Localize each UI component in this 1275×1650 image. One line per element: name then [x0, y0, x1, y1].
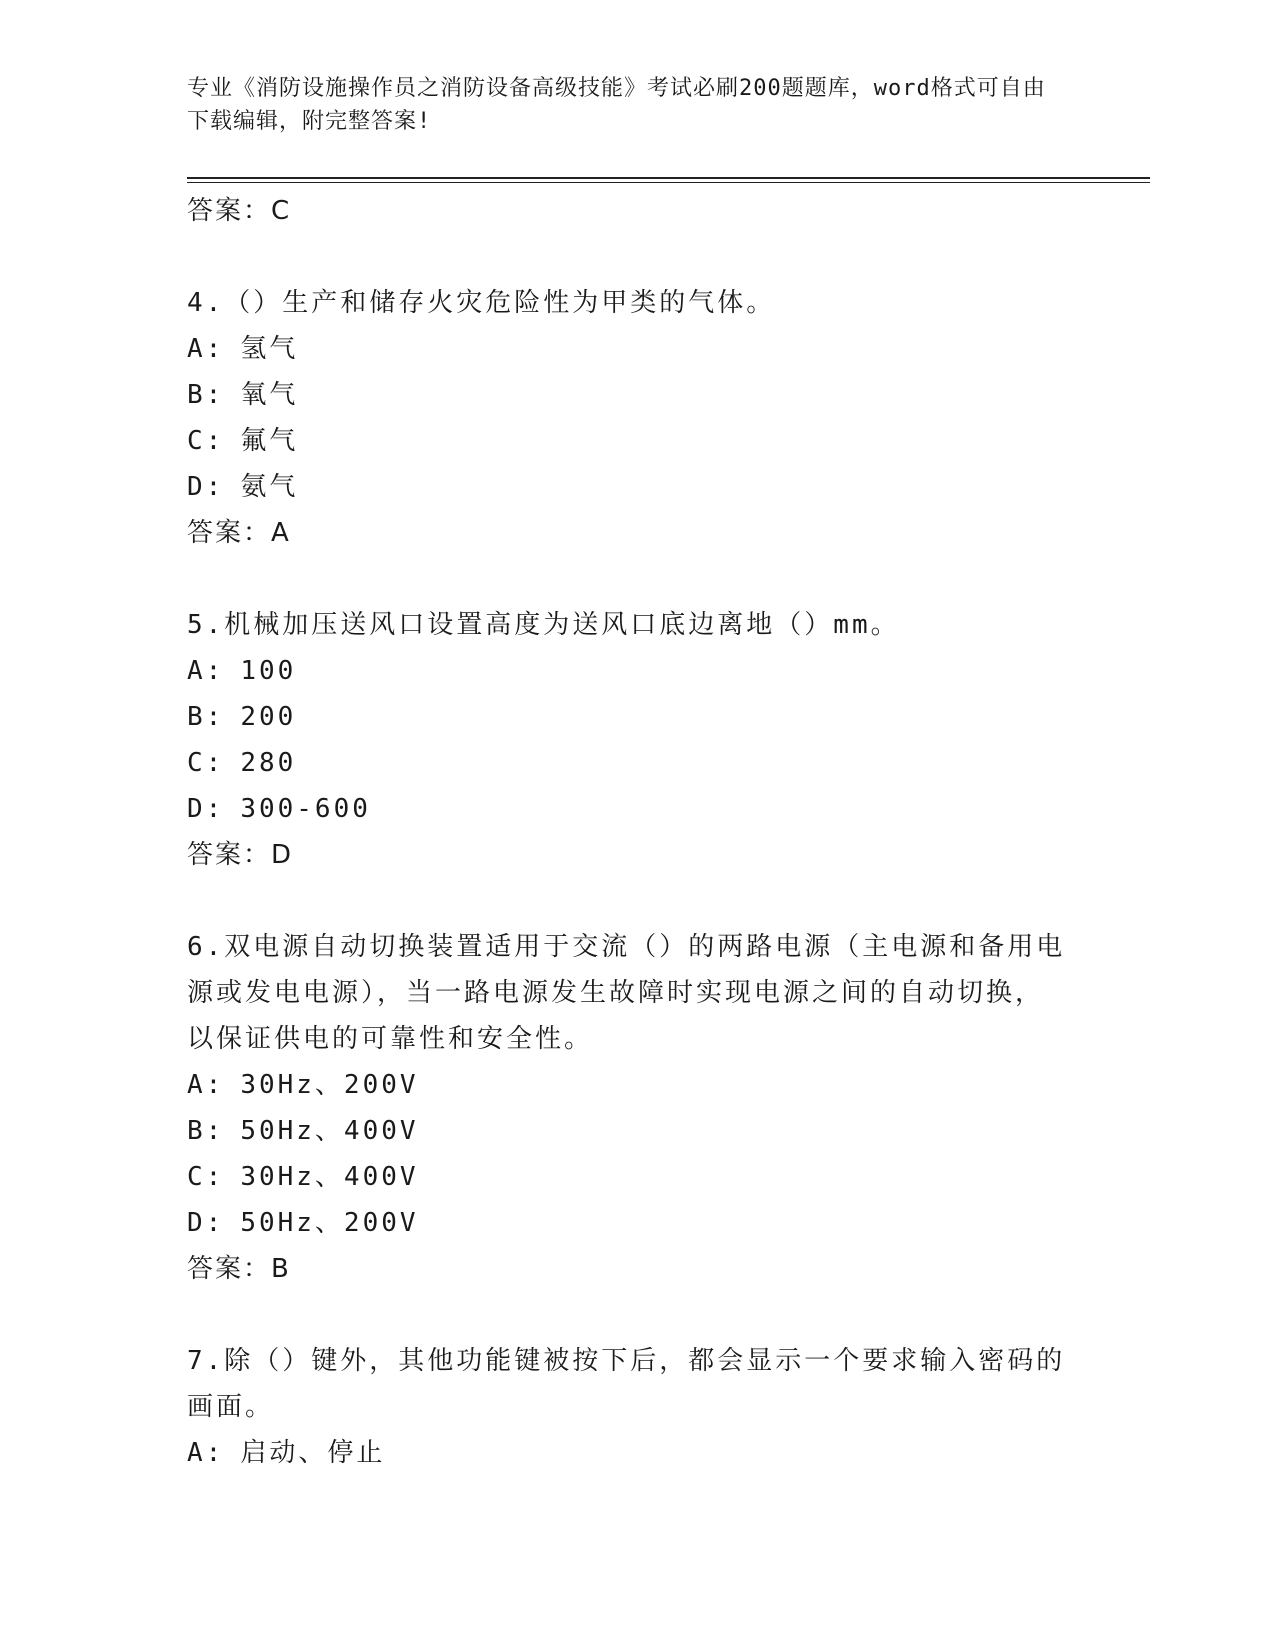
option-d — [187, 1200, 1067, 1246]
option-b — [187, 1108, 1067, 1154]
question-text: 6.双电源自动切换装置适用于交流（）的两路电源（主电源和备用电源或发电电源），当一路电源发生故障时实现电源之间的自动切换，以保证供电的可靠性和安全性。 — [187, 932, 1066, 1054]
question-text: 4.（）生产和储存火灾危险性为甲类的气体。 — [187, 288, 776, 318]
answer: 答案：A — [187, 518, 291, 548]
option-value: 氨气 — [240, 472, 299, 502]
question-list — [187, 188, 1067, 1476]
option-b — [187, 694, 1067, 740]
option-d — [187, 464, 1067, 510]
option-a — [187, 648, 1067, 694]
option-label: D: — [187, 794, 225, 824]
option-d — [187, 786, 1067, 832]
option-value: 300-600 — [240, 794, 371, 824]
option-a — [187, 326, 1067, 372]
question-text: 5.机械加压送风口设置高度为送风口底边离地（）mm。 — [187, 610, 900, 640]
option-label: B: — [187, 380, 225, 410]
document-header: 专业《消防设施操作员之消防设备高级技能》考试必刷200题题库，word格式可自由下载编辑，附完整答案! — [187, 76, 1046, 134]
option-label: B: — [187, 1116, 225, 1146]
header-divider-thick — [187, 177, 1150, 179]
option-label: C: — [187, 1162, 225, 1192]
option-label: D: — [187, 1208, 225, 1238]
option-value: 氟气 — [240, 426, 299, 456]
option-label: C: — [187, 748, 225, 778]
question-text: 7.除（）键外，其他功能键被按下后，都会显示一个要求输入密码的画面。 — [187, 1346, 1066, 1422]
answer: 答案：B — [187, 1254, 291, 1284]
question-6 — [187, 924, 1067, 1292]
option-label: B: — [187, 702, 225, 732]
option-label: A: — [187, 1438, 225, 1468]
answer: 答案：D — [187, 840, 294, 870]
option-value: 200 — [240, 702, 297, 732]
option-label: A: — [187, 1070, 225, 1100]
question-7 — [187, 1338, 1067, 1476]
option-b — [187, 372, 1067, 418]
option-c — [187, 1154, 1067, 1200]
option-value: 30Hz、400V — [240, 1162, 419, 1192]
previous-answer: 答案：C — [187, 196, 292, 226]
question-4 — [187, 280, 1067, 556]
option-value: 氢气 — [240, 334, 299, 364]
option-value: 氧气 — [240, 380, 299, 410]
option-label: D: — [187, 472, 225, 502]
option-a — [187, 1062, 1067, 1108]
option-value: 30Hz、200V — [240, 1070, 419, 1100]
option-value: 50Hz、200V — [240, 1208, 419, 1238]
option-value: 启动、停止 — [240, 1438, 386, 1468]
option-value: 50Hz、400V — [240, 1116, 419, 1146]
option-c — [187, 418, 1067, 464]
question-5 — [187, 602, 1067, 878]
option-value: 100 — [240, 656, 297, 686]
header-divider-thin — [187, 182, 1150, 183]
option-label: A: — [187, 334, 225, 364]
option-a — [187, 1430, 1067, 1476]
option-label: A: — [187, 656, 225, 686]
option-c — [187, 740, 1067, 786]
option-label: C: — [187, 426, 225, 456]
option-value: 280 — [240, 748, 297, 778]
